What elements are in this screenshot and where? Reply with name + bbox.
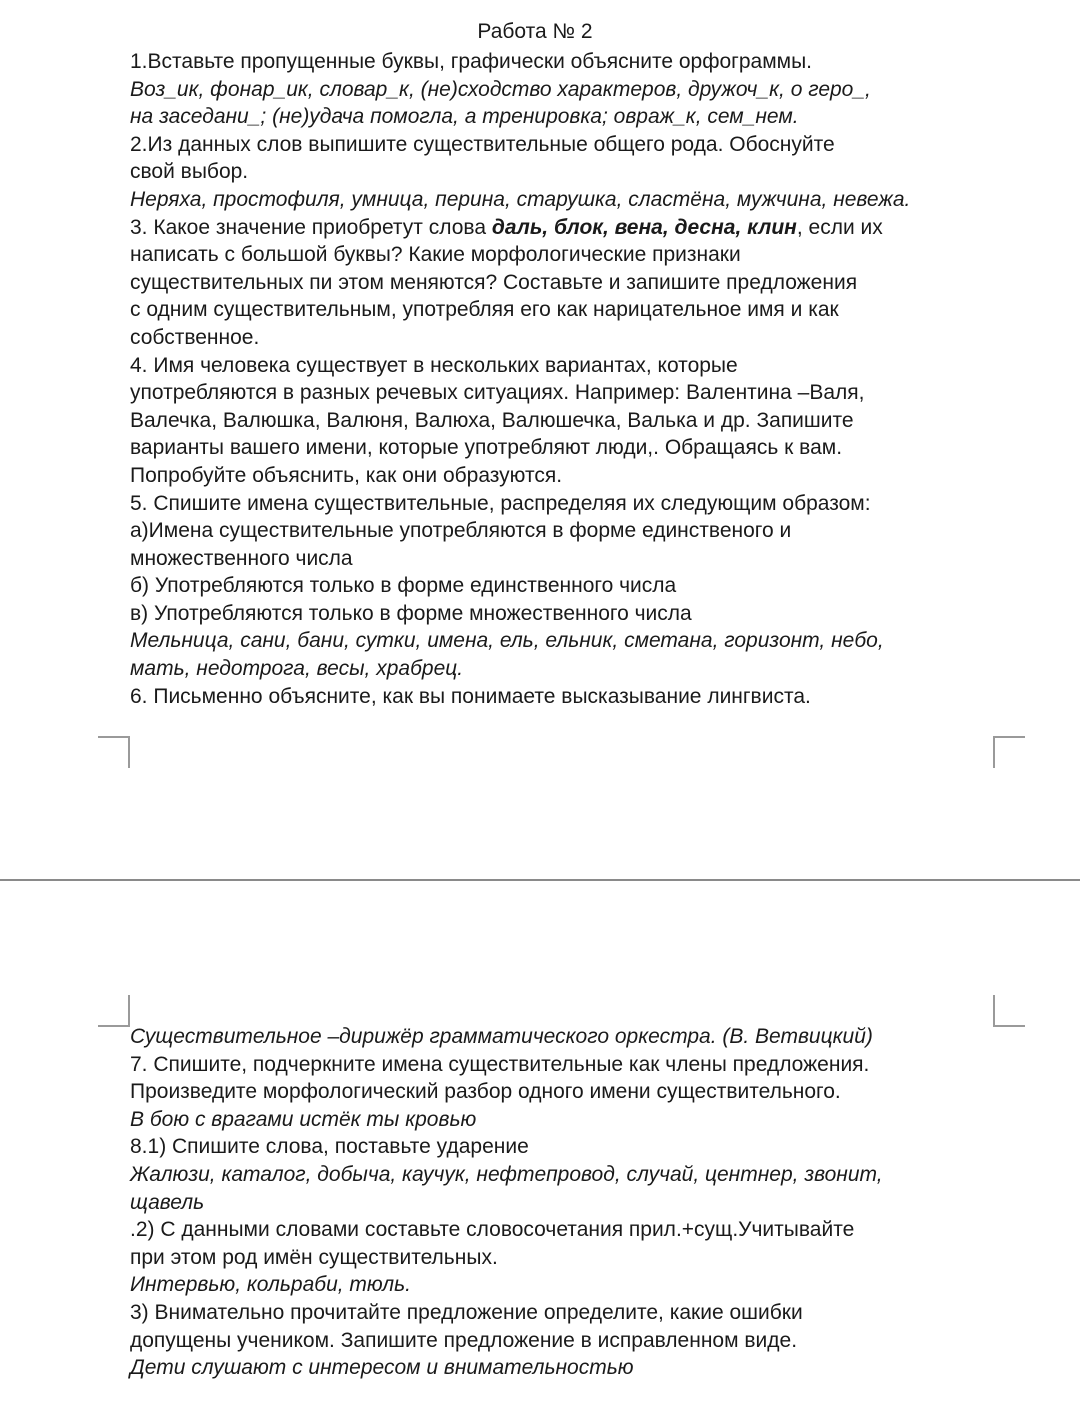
task-2-words: Неряха, простофиля, умница, перина, старушка, сластёна, мужчина, невежа. xyxy=(130,187,911,211)
task-6: 6. Письменно объясните, как вы понимаете высказывание лингвиста. xyxy=(130,684,811,708)
task-8-2-line-2: при этом род имён существительных. xyxy=(130,1245,498,1269)
document-title xyxy=(40,18,1030,46)
task-5-words-line-1: Мельница, сани, бани, сутки, имена, ель, ельник, сметана, горизонт, небо, xyxy=(130,629,884,653)
task-3-text-post: , если их xyxy=(796,215,883,239)
task-3-line-4: с одним существительным, употребляя его как нарицательное имя и как xyxy=(130,298,839,322)
task-8-1-words-line-1: Жалюзи, каталог, добыча, каучук, нефтепровод, случай, центнер, звонит, xyxy=(130,1162,883,1186)
task-4-line-1: 4. Имя человека существует в нескольких вариантах, которые xyxy=(130,353,738,377)
task-5-b: б) Употребляются только в форме единственного числа xyxy=(130,574,677,598)
linguist-quote: Существительное –дирижёр грамматического оркестра. (В. Ветвицкий) xyxy=(130,1025,873,1048)
task-1-words-line-2: на заседани_; (не)удача помогла, а тренировка; овраж_к, сем_нем. xyxy=(130,105,799,129)
task-1-words-line-1: Воз_ик, фонар_ик, словар_к, (не)сходство характеров, дружоч_к, о геро_, xyxy=(130,77,871,101)
task-3-line-5: собственное. xyxy=(130,325,260,349)
task-5-a-line-1: а)Имена существительные употребляются в форме единственого и xyxy=(130,519,792,543)
task-3-line-2: написать с большой буквы? Какие морфологические признаки xyxy=(130,243,741,267)
task-8-1-instruction: 8.1) Спишите слова, поставьте ударение xyxy=(130,1135,529,1159)
task-4-line-4: варианты вашего имени, которые употребляют люди,. Обращаясь к вам. xyxy=(130,436,843,460)
task-2-instruction-line-2: свой выбор. xyxy=(130,160,249,184)
margin-corner-mark-right xyxy=(993,736,1025,768)
task-2-instruction-line-1: 2.Из данных слов выпишите существительные общего рода. Обоснуйте xyxy=(130,132,835,156)
task-5-c: в) Употребляются только в форме множественного числа xyxy=(130,601,692,625)
page-1-body xyxy=(130,48,1000,710)
task-8-2-words: Интервью, кольраби, тюль. xyxy=(130,1273,411,1297)
margin-corner-mark-left xyxy=(98,995,130,1027)
task-8-1-words-line-2: щавель xyxy=(130,1190,205,1214)
task-8-3-line-1: 3) Внимательно прочитайте предложение определите, какие ошибки xyxy=(130,1300,803,1324)
task-7-line-1: 7. Спишите, подчеркните имена существительные как члены предложения. xyxy=(130,1052,870,1076)
task-3-line-1 xyxy=(130,214,1000,242)
task-3-line-3: существительных пи этом меняются? Составьте и запишите предложения xyxy=(130,270,858,294)
task-8-3-line-2: допущены учеником. Запишите предложение в исправленном виде. xyxy=(130,1328,798,1352)
task-4-line-5: Попробуйте объяснить, как они образуются. xyxy=(130,463,563,487)
task-5-words-line-2: мать, недотрога, весы, храбрец. xyxy=(130,657,464,681)
margin-corner-mark-left xyxy=(98,736,130,768)
task-8-3-sentence: Дети слушают с интересом и внимательностью xyxy=(130,1356,634,1380)
page-2-body xyxy=(130,1023,1000,1382)
task-5-a-line-2: множественного числа xyxy=(130,546,353,570)
task-7-sentence: В бою с врагами истёк ты кровью xyxy=(130,1107,477,1131)
task-4-line-2: употребляются в разных речевых ситуациях. Например: Валентина –Валя, xyxy=(130,381,865,405)
task-3-bold-words: даль, блок, вена, десна, клин xyxy=(491,215,797,239)
task-8-2-line-1: .2) С данными словами составьте словосочетания прил.+сущ.Учитывайте xyxy=(130,1218,855,1242)
task-7-line-2: Произведите морфологический разбор одного имени существительного. xyxy=(130,1080,841,1104)
title-text: Работа № 2 xyxy=(477,20,593,43)
task-4-line-3: Валечка, Валюшка, Валюня, Валюха, Валюшечка, Валька и др. Запишите xyxy=(130,408,854,432)
task-5-line-1: 5. Спишите имена существительные, распределяя их следующим образом: xyxy=(130,491,871,515)
document-page-2 xyxy=(0,881,1080,1421)
task-1-instruction: 1.Вставьте пропущенные буквы, графически объясните орфограммы. xyxy=(130,50,812,73)
task-3-text-pre: 3. Какое значение приобретут слова xyxy=(130,215,492,239)
